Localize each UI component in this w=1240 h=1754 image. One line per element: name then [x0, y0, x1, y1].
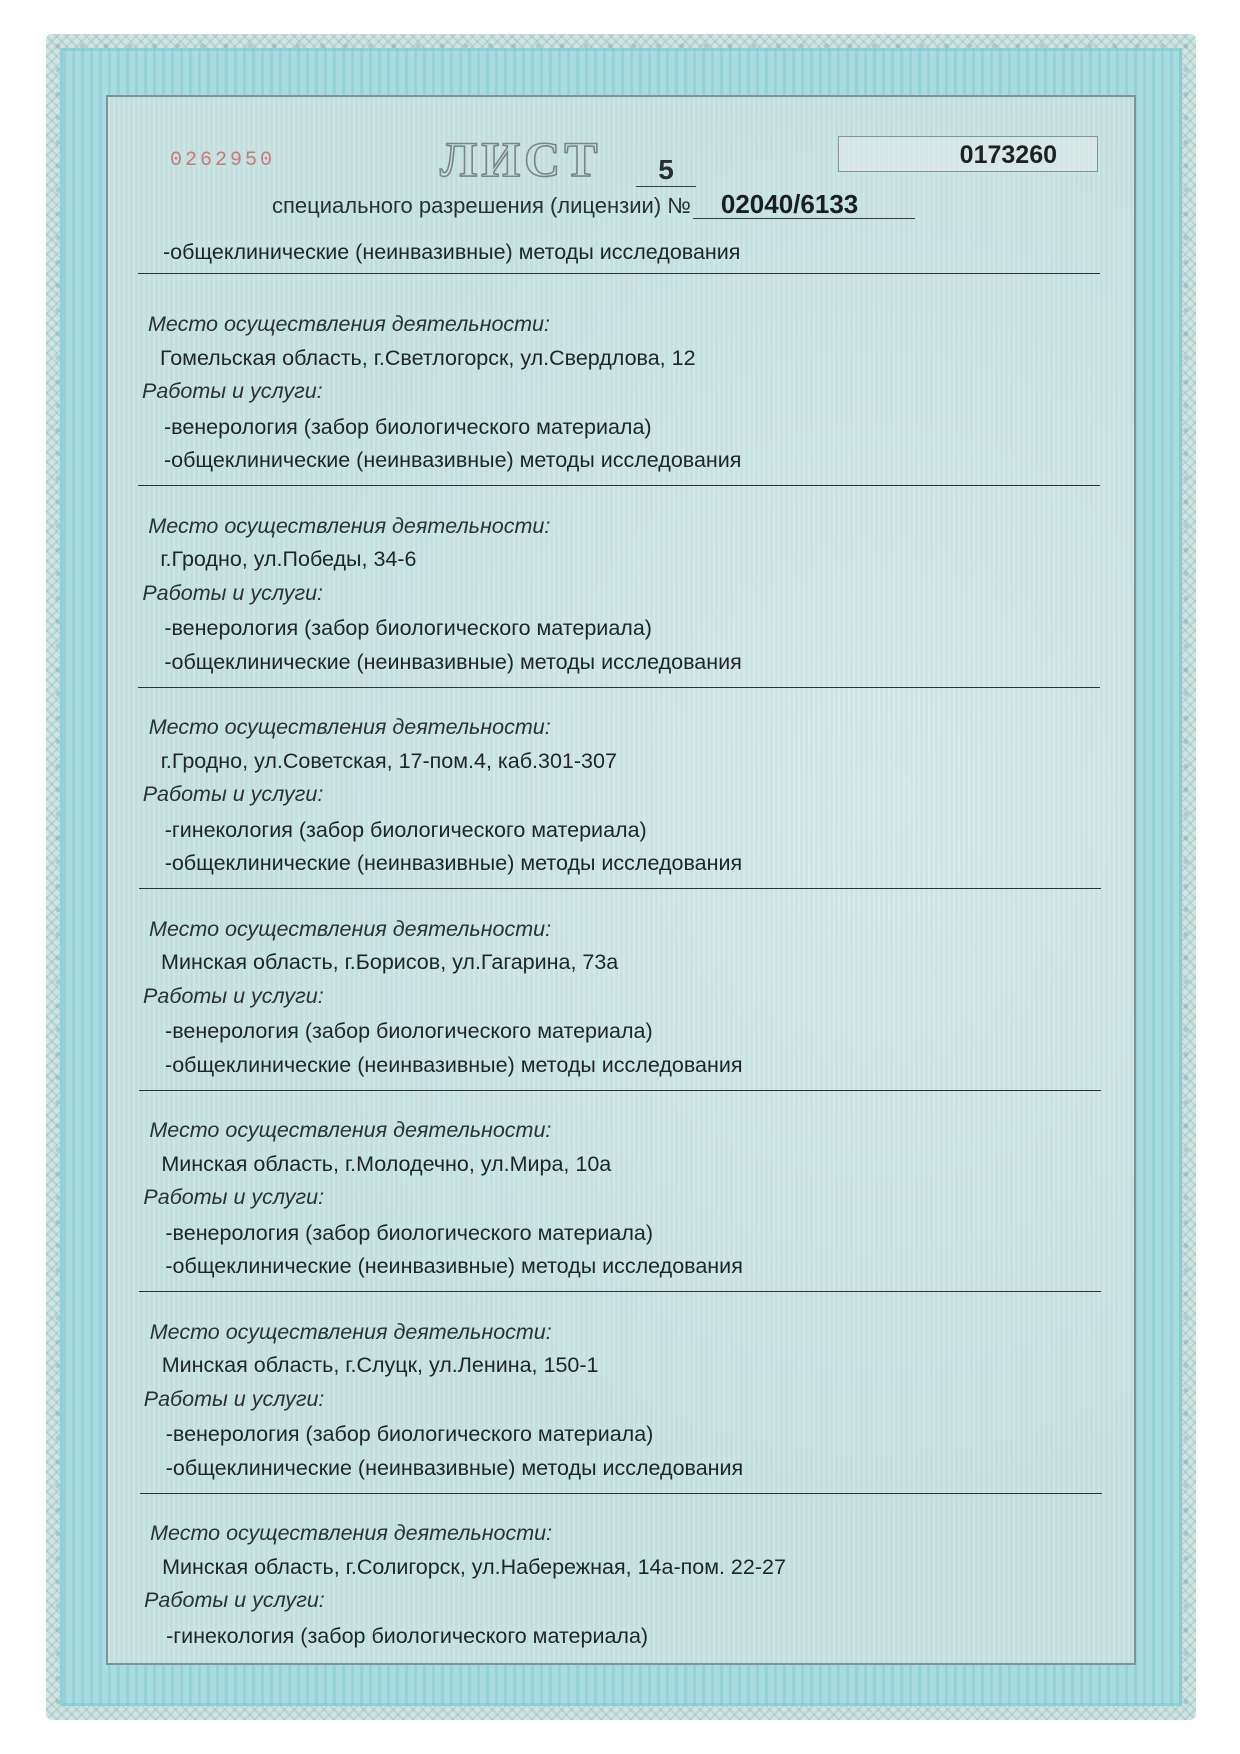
service-item: -общеклинические (неинвазивные) методы исследования	[164, 649, 742, 674]
address-text: Минская область, г.Солигорск, ул.Набережная, 14а-пом. 22-27	[162, 1554, 786, 1579]
service-item: -общеклинические (неинвазивные) методы исследования	[165, 1254, 743, 1278]
address-text: г.Гродно, ул.Советская, 17-пом.4, каб.301-307	[160, 748, 617, 773]
section-divider	[138, 687, 1100, 688]
section-divider	[140, 1493, 1102, 1494]
section-divider	[139, 1090, 1101, 1091]
serial-number: 0262950	[170, 149, 276, 172]
sheet-number: 5	[636, 154, 696, 187]
address-text: Гомельская область, г.Светлогорск, ул.Свердлова, 12	[160, 345, 696, 370]
services-label: Работы и услуги:	[143, 1386, 325, 1411]
address-text: Минская область, г.Борисов, ул.Гагарина, 73а	[161, 950, 619, 974]
section-divider	[138, 273, 1100, 274]
services-label: Работы и услуги:	[142, 379, 323, 403]
service-item: -гинекология (забор биологического материала)	[164, 817, 647, 842]
service-item: -венерология (забор биологического материала)	[165, 1220, 653, 1245]
section-divider	[139, 1291, 1101, 1292]
service-item: -венерология (забор биологического материала)	[165, 1422, 654, 1446]
service-item: -венерология (забор биологического материала)	[164, 414, 652, 439]
section-divider	[139, 888, 1101, 889]
form-number: 0173260	[959, 141, 1057, 169]
sheet-title: ЛИСТ	[440, 131, 602, 187]
license-caption: специального разрешения (лицензии) №	[272, 193, 691, 218]
service-item: -общеклинические (неинвазивные) методы исследования	[164, 448, 742, 472]
top-service: -общеклинические (неинвазивные) методы исследования	[163, 240, 741, 264]
section-divider	[138, 485, 1100, 486]
service-item: -венерология (забор биологического материала)	[165, 1019, 653, 1043]
address-text: г.Гродно, ул.Победы, 34-6	[160, 547, 417, 571]
form-number-box	[838, 136, 1098, 172]
place-label: Место осуществления деятельности:	[148, 513, 551, 538]
service-item: -общеклинические (неинвазивные) методы исследования	[165, 1052, 743, 1077]
service-item: -общеклинические (неинвазивные) методы исследования	[165, 1455, 744, 1480]
service-item: -гинекология (забор биологического материала)	[166, 1623, 649, 1648]
place-label: Место осуществления деятельности:	[149, 1319, 552, 1344]
place-label: Место осуществления деятельности:	[148, 715, 551, 739]
service-item: -общеклинические (неинвазивные) методы исследования	[164, 851, 743, 875]
address-text: Минская область, г.Молодечно, ул.Мира, 10а	[161, 1151, 612, 1176]
place-label: Место осуществления деятельности:	[150, 1521, 553, 1545]
service-item: -венерология (забор биологического материала)	[164, 616, 652, 640]
services-label: Работы и услуги:	[143, 1185, 325, 1209]
address-text: Минская область, г.Слуцк, ул.Ленина, 150-1	[161, 1353, 599, 1377]
license-number: 02040/6133	[693, 190, 915, 219]
place-label: Место осуществления деятельности:	[149, 1118, 552, 1142]
license-caption-line	[272, 190, 915, 221]
place-label: Место осуществления деятельности:	[148, 312, 550, 336]
services-label: Работы и услуги:	[142, 782, 324, 806]
services-label: Работы и услуги:	[143, 983, 324, 1008]
place-label: Место осуществления деятельности:	[149, 916, 552, 941]
services-label: Работы и услуги:	[142, 580, 323, 605]
services-label: Работы и услуги:	[144, 1588, 325, 1612]
